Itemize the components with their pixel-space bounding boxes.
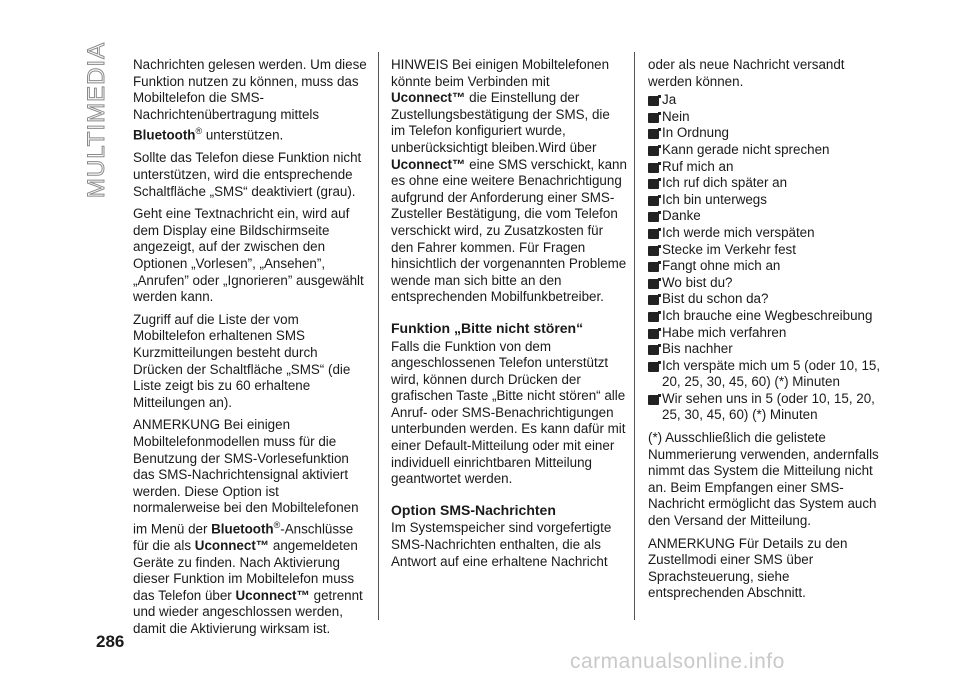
list-item-label: Ich verspäte mich um 5 (oder 10, 15, 20, 25, 30, 45, 60) (*) Minuten	[662, 357, 881, 390]
list-item-label: Ich ruf dich später an	[662, 175, 788, 191]
list-item-label: Ich werde mich verspäten	[662, 224, 815, 240]
footnote: (*) Ausschließlich die gelistete Nummerierung verwenden, andernfalls nimmt das System die Mitteilung nicht an. Beim Empfangen einer SMS-Nachricht ermöglicht das System auch den Versand der Mitteilung.	[648, 430, 879, 529]
message-bullet-icon	[648, 295, 659, 305]
list-item	[648, 159, 888, 176]
column-1	[133, 57, 369, 644]
registered-mark: ®	[273, 519, 281, 530]
list-item-label: Fangt ohne mich an	[662, 258, 781, 274]
paragraph	[133, 57, 369, 144]
message-bullet-icon	[648, 262, 659, 272]
brand-uconnect: Uconnect™	[235, 587, 310, 603]
list-item	[648, 325, 888, 342]
list-item-label: Bis nachher	[662, 341, 733, 357]
note-paragraph: ANMERKUNG Für Details zu den Zustellmodi einer SMS über Sprachsteuerung, siehe entsprechenden Abschnitt.	[648, 535, 848, 601]
message-bullet-icon	[648, 246, 659, 256]
brand-uconnect: Uconnect™	[391, 156, 466, 172]
text: -Anschlüsse für die als	[133, 521, 354, 553]
message-bullet-icon	[648, 229, 659, 239]
message-bullet-icon	[648, 196, 659, 206]
text: unterstützen.	[202, 127, 284, 143]
message-bullet-icon	[648, 113, 659, 123]
list-item	[648, 192, 888, 209]
text: Nachrichten gelesen werden. Um diese Funktion nutzen zu können, muss das Mobiltelefon die SMS-Nachrichtenübertragung mittels	[133, 57, 367, 122]
message-bullet-icon	[648, 329, 659, 339]
message-bullet-icon	[648, 129, 659, 139]
message-bullet-icon	[648, 312, 659, 322]
brand-uconnect: Uconnect™	[194, 537, 270, 553]
list-item-label: Ruf mich an	[662, 158, 734, 174]
list-item	[648, 391, 888, 424]
message-bullet-icon	[648, 163, 659, 173]
brand-bluetooth: Bluetooth	[211, 521, 274, 537]
text: die Einstellung der Zustellungsbestätigung der SMS, die im Telefon konfiguriert wurde, unberücksichtigt bleiben.Wird über	[391, 90, 610, 155]
list-item-label: Bist du schon da?	[662, 291, 769, 307]
paragraph: Zugriff auf die Liste der vom Mobiltelefon erhaltenen SMS Kurzmitteilungen besteht durch Drücken der Schaltfläche „SMS“ (die Liste zeigt bis zu 60 erhaltene Mitteilungen an).	[133, 311, 351, 410]
column-3	[648, 57, 888, 608]
list-item	[648, 258, 888, 275]
note-paragraph	[133, 417, 369, 637]
brand-uconnect: Uconnect™	[391, 90, 466, 106]
list-item-label: Wo bist du?	[662, 274, 733, 290]
list-item	[648, 291, 888, 308]
brand-bluetooth: Bluetooth	[133, 127, 196, 143]
list-item	[648, 175, 888, 192]
list-item-label: Ja	[662, 92, 677, 108]
list-item-label: Kann gerade nicht sprechen	[662, 141, 830, 157]
column-divider	[634, 52, 635, 620]
list-item	[648, 208, 888, 225]
warning-paragraph	[391, 57, 627, 306]
text: eine SMS verschickt, kann es ohne eine weitere Benachrichtigung aufgrund der Anforderung einer SMS-Zusteller Bestätigung, die vom Telefon verschickt wird, zu Zusatzkosten für den Fahrer kommen. Für Fragen hinsichtlich der vorgenannten Probleme wende man sich bitte an den entsprechenden Mobilfunkbetreiber.	[391, 156, 627, 305]
text: ANMERKUNG Bei einigen Mobiltelefonmodellen muss für die Benutzung der SMS-Vorlesefunktion das SMS-Nachrichtensignal aktiviert werden. Diese Option ist normalerweise bei den Mobiltelefonen im Menü der	[133, 417, 359, 537]
list-item-label: Ich brauche eine Wegbeschreibung	[662, 307, 873, 323]
registered-mark: ®	[195, 126, 203, 137]
paragraph: oder als neue Nachricht versandt werden können.	[648, 57, 845, 89]
list-item-label: Stecke im Verkehr fest	[662, 241, 796, 257]
message-bullet-icon	[648, 212, 659, 222]
paragraph: Geht eine Textnachricht ein, wird auf dem Display eine Bildschirmseite angezeigt, auf der zwischen den Optionen „Vorlesen”, „Ansehen”, „Anrufen” oder „Ignorieren” ausgewählt werden kann.	[133, 206, 364, 305]
message-bullet-icon	[648, 345, 659, 355]
paragraph: Im Systemspeicher sind vorgefertigte SMS-Nachrichten enthalten, die als Antwort auf eine erhaltene Nachricht	[391, 520, 612, 569]
list-item	[648, 142, 888, 159]
list-item-label: Ich bin unterwegs	[662, 191, 767, 207]
paragraph: Falls die Funktion von dem angeschlossenen Telefon unterstützt wird, können durch Drücken der grafischen Taste „Bitte nicht stören“ alle Anruf- oder SMS-Benachrichtigungen unterbunden werden. Es kann dafür mit einer Default-Mitteilung oder mit einer individuell einrichtbaren Mitteilung geantwortet werden.	[391, 338, 626, 487]
list-item	[648, 92, 888, 109]
text: HINWEIS Bei einigen Mobiltelefonen könnte beim Verbinden mit	[391, 57, 610, 89]
message-bullet-icon	[648, 362, 659, 372]
list-item	[648, 109, 888, 126]
list-item-label: Habe mich verfahren	[662, 324, 787, 340]
list-item-label: In Ordnung	[662, 125, 729, 141]
list-item	[648, 358, 888, 391]
section-heading: Funktion „Bitte nicht stören“	[391, 319, 584, 336]
list-item	[648, 308, 888, 325]
text: getrennt und wieder angeschlossen werden, damit die Aktivierung wirksam ist.	[133, 587, 363, 636]
list-item-label: Danke	[662, 208, 701, 224]
list-item	[648, 125, 888, 142]
list-item-label: Nein	[662, 108, 690, 124]
list-item	[648, 242, 888, 259]
message-bullet-icon	[648, 395, 659, 405]
watermark: carmanualsonline.info	[570, 650, 785, 673]
section-sidebar	[82, 41, 112, 198]
list-item-label: Wir sehen uns in 5 (oder 10, 15, 20, 25, 30, 45, 60) (*) Minuten	[662, 390, 875, 423]
message-bullet-icon	[648, 179, 659, 189]
text: angemeldeten Geräte zu finden. Nach Aktivierung dieser Funktion im Mobiltelefon muss das Telefon über	[133, 537, 358, 603]
message-bullet-icon	[648, 96, 659, 106]
section-title: MULTIMEDIA	[83, 41, 110, 198]
list-item	[648, 275, 888, 292]
column-2	[391, 57, 627, 576]
list-item	[648, 225, 888, 242]
column-divider	[378, 52, 379, 620]
section-heading: Option SMS-Nachrichten	[391, 501, 556, 518]
predefined-messages-list	[648, 92, 888, 424]
paragraph: Sollte das Telefon diese Funktion nicht unterstützen, wird die entsprechende Schaltfläche „SMS“ deaktiviert (grau).	[133, 150, 362, 199]
message-bullet-icon	[648, 146, 659, 156]
message-bullet-icon	[648, 279, 659, 289]
page-number: 286	[96, 632, 125, 651]
list-item	[648, 341, 888, 358]
